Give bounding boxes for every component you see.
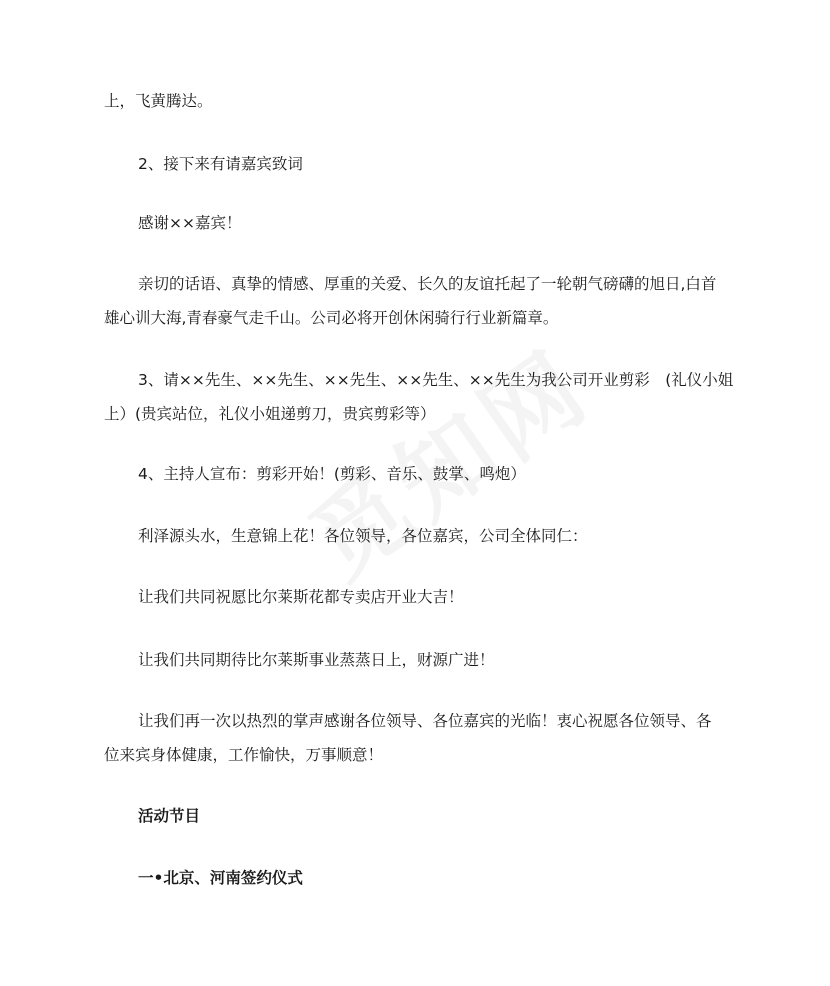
paragraph-line: 让我们再一次以热烈的掌声感谢各位领导、各位嘉宾的光临！衷心祝愿各位领导、各 <box>138 712 712 730</box>
section-heading: 一•北京、河南签约仪式 <box>138 869 303 887</box>
paragraph-line: 3、请××先生、××先生、××先生、××先生、××先生为我公司开业剪彩 (礼仪小姐 <box>138 371 734 389</box>
paragraph-line: 让我们共同祝愿比尔莱斯花都专卖店开业大吉！ <box>138 588 464 606</box>
watermark <box>279 313 613 604</box>
paragraph-line: 上，飞黄腾达。 <box>104 92 213 110</box>
paragraph-line: 4、主持人宣布：剪彩开始！(剪彩、音乐、鼓掌、鸣炮） <box>138 465 526 483</box>
paragraph-line: 感谢××嘉宾！ <box>138 214 242 232</box>
paragraph-line: 雄心训大海,青春豪气走千山。公司必将开创休闲骑行行业新篇章。 <box>104 309 559 327</box>
paragraph-line: 位来宾身体健康，工作愉快，万事顺意！ <box>104 746 384 764</box>
section-heading: 活动节目 <box>138 807 201 825</box>
paragraph-line: 上）(贵宾站位，礼仪小姐递剪刀，贵宾剪彩等） <box>104 405 436 423</box>
paragraph-line: 利泽源头水，生意锦上花！各位领导，各位嘉宾，公司全体同仁： <box>138 527 588 545</box>
paragraph-line: 亲切的话语、真挚的情感、厚重的关爱、长久的友谊托起了一轮朝气磅礴的旭日,白首 <box>138 275 717 293</box>
paragraph-line: 2、接下来有请嘉宾致词 <box>138 155 303 173</box>
paragraph-line: 让我们共同期待比尔莱斯事业蒸蒸日上，财源广进！ <box>138 651 495 669</box>
